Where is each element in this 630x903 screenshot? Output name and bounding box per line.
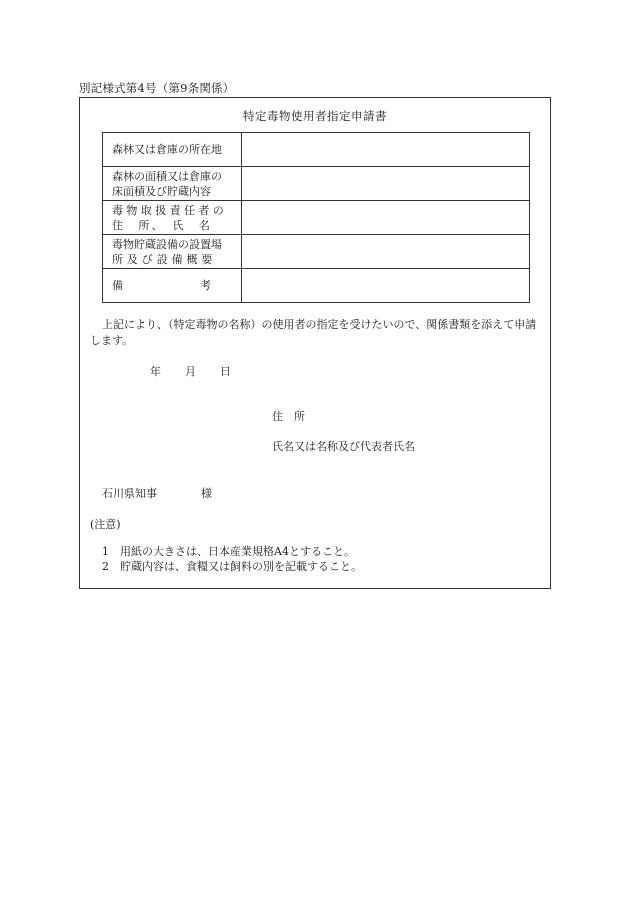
form-number: 別記様式第4号（第9条関係） [79, 81, 235, 95]
row-value-storage-facility[interactable] [242, 235, 530, 269]
note-text: 貯蔵内容は、食糧又は飼料の別を記載すること。 [120, 560, 362, 573]
applicant-address-label: 住 所 [272, 410, 305, 423]
label-line: 毒物取扱責任者の [112, 203, 228, 217]
applicant-name-label: 氏名又は名称及び代表者氏名 [272, 440, 415, 453]
date-month: 月 [185, 365, 196, 378]
row-value-location[interactable] [242, 133, 530, 167]
document-title: 特定毒物使用者指定申請書 [243, 109, 387, 123]
table-row [103, 201, 530, 235]
list-item [102, 544, 362, 559]
row-label-area-contents [103, 167, 242, 201]
notes-list [102, 544, 362, 574]
date-year: 年 [150, 365, 161, 378]
label-line: 毒物貯蔵設備の設置場 [112, 237, 222, 251]
label-line: 所及び設備概要 [112, 252, 217, 266]
row-label-remarks [103, 269, 242, 303]
addressee [102, 485, 212, 501]
notes-title: (注意) [90, 518, 121, 531]
table-row [103, 269, 530, 303]
application-form [79, 97, 551, 589]
table-row [103, 133, 530, 167]
table-row [103, 167, 530, 201]
note-number: 1 [102, 545, 109, 558]
table-row [103, 235, 530, 269]
addressee-honorific: 様 [201, 487, 212, 500]
label-line: 備 考 [112, 279, 211, 292]
row-value-manager[interactable] [242, 201, 530, 235]
date-line [150, 363, 231, 379]
label-line: 森林の面積又は倉庫の [112, 169, 222, 183]
label-line: 森林又は倉庫の所在地 [112, 143, 222, 156]
list-item [102, 559, 362, 574]
label-line: 床面積及び貯蔵内容 [112, 184, 211, 198]
addressee-name: 石川県知事 [102, 487, 157, 500]
row-label-storage-facility [103, 235, 242, 269]
row-label-manager [103, 201, 242, 235]
note-text: 用紙の大きさは、日本産業規格A4とすること。 [120, 545, 355, 558]
application-statement: 上記により、（特定毒物の名称）の使用者の指定を受けたいので、関係書類を添えて申請します。 [90, 318, 537, 347]
row-label-location [103, 133, 242, 167]
application-table [102, 132, 530, 303]
note-number: 2 [102, 560, 109, 573]
label-line: 住 所、 氏 名 [112, 218, 213, 232]
row-value-remarks[interactable] [242, 269, 530, 303]
date-day: 日 [220, 365, 231, 378]
row-value-area-contents[interactable] [242, 167, 530, 201]
